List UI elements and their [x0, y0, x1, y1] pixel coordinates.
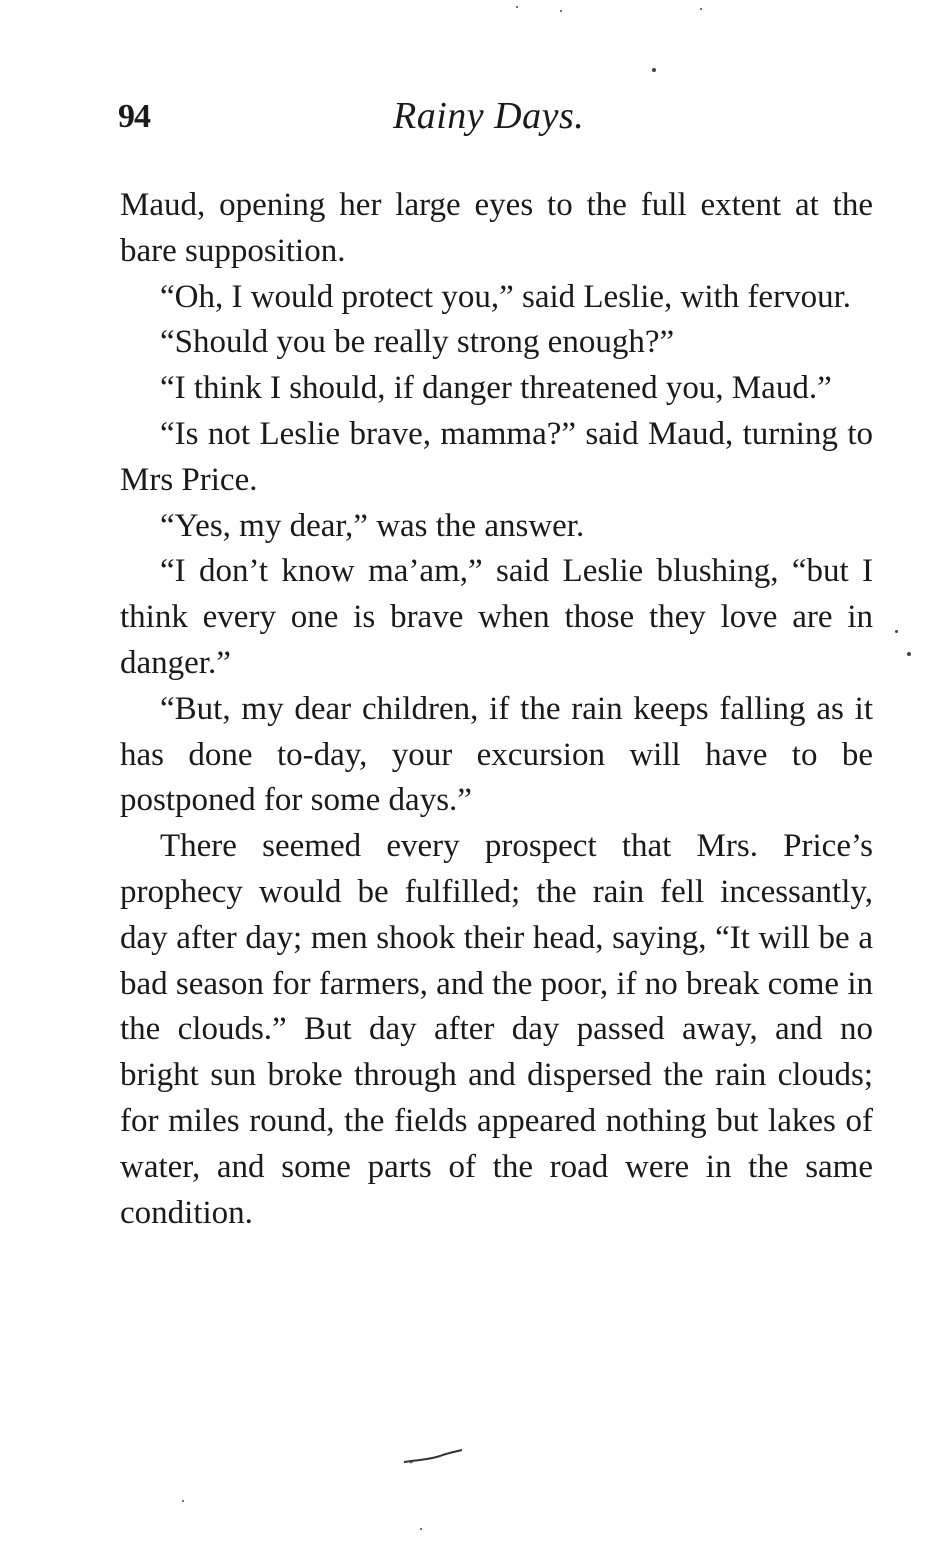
body-text	[120, 183, 873, 1236]
paper-speck	[560, 10, 562, 12]
paragraph: “Yes, my dear,” was the answer.	[160, 507, 585, 544]
tailpiece-ornament	[402, 1448, 464, 1466]
paragraph: “Is not Leslie brave, mamma?” said Maud, turning to Mrs Price.	[120, 415, 873, 498]
paragraph: “Oh, I would protect you,” said Leslie, with fervour.	[160, 278, 851, 315]
paragraph: “I don’t know ma’am,” said Leslie blushing, “but I think every one is brave when those they love are in danger.”	[120, 553, 873, 681]
paragraph: “But, my dear children, if the rain keeps falling as it has done to-day, your excursion will have to be postponed for some days.”	[120, 690, 873, 819]
paper-speck	[182, 1500, 184, 1502]
running-title: Rainy Days.	[393, 95, 585, 137]
paragraph: There seemed every prospect that Mrs. Price’s prophecy would be fulfilled; the rain fell incessantly, day after day; men shook their head, saying, “It will be a bad season for farmers, and the poor, if no break come in the clouds.” But day after day passed away, and no bright sun broke through and dispersed the rain clouds; for miles round, the fields appeared nothing but lakes of water, and some parts of the road were in the same condition.	[120, 828, 873, 1231]
page-header	[118, 88, 873, 148]
paragraph: Maud, opening her large eyes to the full extent at the bare supposition.	[120, 187, 873, 269]
paragraph: “Should you be really strong enough?”	[160, 324, 675, 361]
page-number: 94	[118, 98, 150, 135]
paper-speck	[895, 630, 898, 633]
paragraph: “I think I should, if danger threatened you, Maud.”	[160, 370, 832, 407]
paper-speck	[652, 68, 656, 72]
paper-speck	[907, 652, 911, 656]
paper-speck	[516, 6, 518, 8]
paper-speck	[700, 8, 702, 10]
paper-speck	[420, 1528, 422, 1530]
